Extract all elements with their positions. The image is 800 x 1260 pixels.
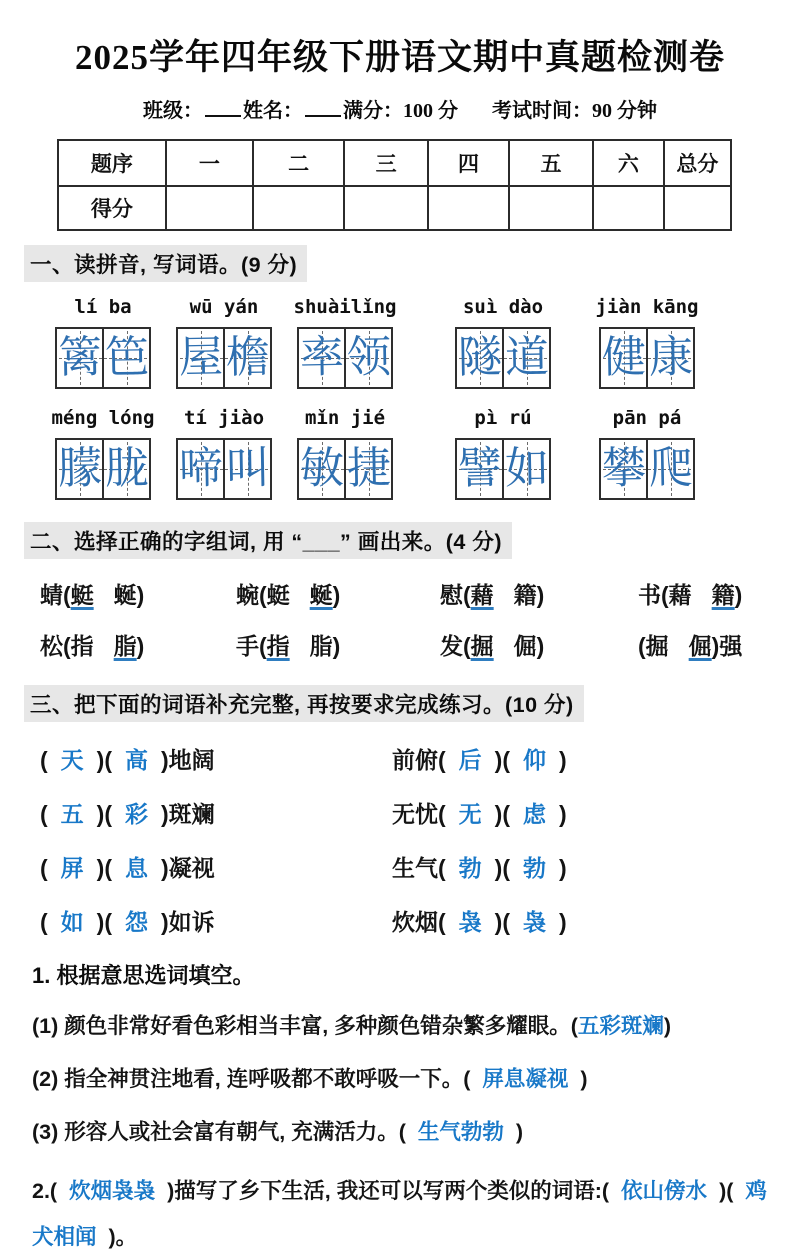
filled-answer: 屏: [60, 855, 84, 881]
filled-answer: 屏息凝视: [482, 1067, 569, 1091]
handwritten-char: 胧: [104, 442, 149, 495]
char-option[interactable]: 指: [266, 633, 290, 659]
filled-answer: 如: [60, 909, 84, 935]
pinyin-word-unit: [297, 407, 393, 500]
score-cell[interactable]: [509, 186, 593, 230]
handwritten-char: 领: [346, 331, 391, 384]
char-option[interactable]: 倔: [513, 633, 537, 659]
handwritten-char: 道: [504, 331, 549, 384]
score-cell[interactable]: [253, 186, 344, 230]
pinyin-label: mǐn jié: [304, 407, 386, 429]
handwritten-char: 叫: [225, 442, 270, 495]
section3-heading: 三、把下面的词语补充完整, 再按要求完成练习。(10 分): [24, 685, 584, 722]
pinyin-word-unit: [455, 296, 551, 389]
filled-answer: 高: [125, 747, 148, 773]
header-cell: 四: [428, 140, 509, 186]
char-option[interactable]: 脂: [113, 633, 137, 659]
char-option[interactable]: 蜒: [113, 582, 137, 608]
score-table: [57, 139, 732, 231]
choose-char-item: 蜿(蜓 蜒): [236, 577, 440, 610]
full-score-label: 满分：100 分: [343, 100, 458, 122]
header-cell: 二: [253, 140, 344, 186]
writing-box[interactable]: [297, 438, 393, 500]
handwritten-char: 朦: [57, 442, 102, 495]
filled-answer: 袅: [458, 909, 482, 935]
filled-answer: 虑: [523, 801, 546, 827]
class-blank-field[interactable]: [205, 97, 241, 117]
pinyin-word-unit: [55, 296, 151, 389]
handwritten-char: 爬: [648, 442, 693, 495]
char-option[interactable]: 蜒: [309, 582, 333, 608]
student-info-line: [0, 94, 800, 123]
char-option[interactable]: 倔: [688, 633, 712, 659]
choose-char-item: 松(指 脂): [40, 628, 236, 661]
filled-answer: 生气勃勃: [417, 1120, 504, 1144]
pinyin-word-unit: [176, 407, 272, 500]
writing-box[interactable]: [55, 438, 151, 500]
word-completion-item: 无忧( 无 )( 虑 ): [392, 801, 567, 827]
char-option[interactable]: 籍: [711, 582, 735, 608]
word-completion-item: ( 屏 )( 息 )凝视: [40, 855, 215, 881]
score-cell[interactable]: [428, 186, 509, 230]
header-cell: 五: [509, 140, 593, 186]
handwritten-char: 捷: [346, 442, 391, 495]
filled-answer: 彩: [125, 801, 148, 827]
filled-answer: 依山傍水: [621, 1179, 708, 1203]
writing-box[interactable]: [455, 327, 551, 389]
filled-answer: 炊烟袅袅: [69, 1179, 156, 1203]
word-completion-item: ( 如 )( 怨 )如诉: [40, 909, 215, 935]
pinyin-label: suì dào: [462, 296, 544, 318]
choose-char-item: 手(指 脂): [236, 628, 440, 661]
table-header-row: [58, 140, 731, 186]
page-title: 2025学年四年级下册语文期中真题检测卷: [74, 38, 725, 77]
header-cell: 一: [166, 140, 253, 186]
class-label: 班级：: [143, 100, 203, 122]
filled-answer: 五彩斑斓: [577, 1014, 664, 1038]
choose-char-row-2: [40, 628, 800, 661]
definition-item-1: (1) 颜色非常好看色彩相当丰富, 多种颜色错杂繁多耀眼。(五彩斑斓): [32, 1014, 672, 1038]
filled-answer: 天: [60, 747, 84, 773]
char-option[interactable]: 掘: [645, 633, 669, 659]
pinyin-label: pān pá: [612, 407, 682, 429]
pinyin-word-unit: [599, 407, 695, 500]
name-blank-field[interactable]: [305, 97, 341, 117]
handwritten-char: 隧: [457, 331, 502, 384]
header-cell: 六: [593, 140, 664, 186]
writing-box[interactable]: [297, 327, 393, 389]
handwritten-char: 如: [504, 442, 549, 495]
pinyin-word-unit: [51, 407, 155, 500]
filled-answer: 息: [125, 855, 148, 881]
handwritten-char: 屋: [178, 331, 223, 384]
pinyin-row-2: [51, 407, 800, 500]
word-completion-item: ( 五 )( 彩 )斑斓: [40, 801, 215, 827]
header-cell: 三: [344, 140, 428, 186]
pinyin-word-unit: [293, 296, 397, 389]
pinyin-word-unit: [455, 407, 551, 500]
handwritten-char: 攀: [601, 442, 646, 495]
writing-box[interactable]: [176, 438, 272, 500]
filled-answer: 无: [458, 801, 482, 827]
pinyin-label: wū yán: [189, 296, 259, 318]
char-option[interactable]: 蜓: [70, 582, 94, 608]
score-cell[interactable]: [664, 186, 731, 230]
char-option[interactable]: 掘: [470, 633, 494, 659]
filled-answer: 仰: [523, 747, 546, 773]
pinyin-label: shuàilǐng: [293, 296, 397, 318]
char-option[interactable]: 指: [70, 633, 94, 659]
pinyin-label: jiàn kāng: [595, 296, 699, 318]
char-option[interactable]: 蜓: [266, 582, 290, 608]
handwritten-char: 檐: [225, 331, 270, 384]
definition-item-2: (2) 指全神贯注地看, 连呼吸都不敢呼吸一下。( 屏息凝视 ): [32, 1067, 588, 1091]
question2-paragraph: 2.( 炊烟袅袅 )描写了乡下生活, 我还可以写两个类似的词语:( 依山傍水 )( 鸡犬相闻 )。: [32, 1179, 767, 1249]
writing-box[interactable]: [599, 327, 695, 389]
score-row-label: 得分: [58, 186, 166, 230]
char-option[interactable]: 藉: [470, 582, 494, 608]
section1-heading: 一、读拼音, 写词语。(9 分): [24, 245, 307, 282]
word-completion-item: 炊烟( 袅 )( 袅 ): [392, 909, 567, 935]
score-cell[interactable]: [593, 186, 664, 230]
filled-answer: 勃: [458, 855, 482, 881]
filled-answer: 勃: [523, 855, 546, 881]
word-completion-grid: [40, 742, 800, 937]
handwritten-char: 率: [299, 331, 344, 384]
pinyin-word-unit: [176, 296, 272, 389]
handwritten-char: 健: [601, 331, 646, 384]
handwritten-char: 篱: [57, 331, 102, 384]
pinyin-word-unit: [595, 296, 699, 389]
word-completion-item: ( 天 )( 高 )地阔: [40, 747, 215, 773]
word-completion-item: 生气( 勃 )( 勃 ): [392, 855, 567, 881]
pinyin-label: lí ba: [74, 296, 132, 318]
filled-answer: 怨: [125, 909, 148, 935]
writing-box[interactable]: [599, 438, 695, 500]
writing-box[interactable]: [55, 327, 151, 389]
question1-heading: 1. 根据意思选词填空。: [32, 963, 255, 988]
choose-char-item: 慰(藉 籍): [440, 577, 638, 610]
pinyin-label: tí jiào: [183, 407, 265, 429]
handwritten-char: 康: [648, 331, 693, 384]
score-cell[interactable]: [166, 186, 253, 230]
header-cell: 总分: [664, 140, 731, 186]
choose-char-item: 书(藉 籍): [638, 577, 800, 610]
pinyin-row-1: [55, 296, 800, 389]
choose-char-item: 蜻(蜓 蜒): [40, 577, 236, 610]
handwritten-char: 笆: [104, 331, 149, 384]
char-option[interactable]: 脂: [309, 633, 333, 659]
exam-time-label: 考试时间：90 分钟: [492, 100, 657, 122]
filled-answer: 袅: [523, 909, 546, 935]
word-completion-item: 前俯( 后 )( 仰 ): [392, 747, 567, 773]
filled-answer: 后: [458, 747, 482, 773]
filled-answer: 五: [60, 801, 84, 827]
section2-heading: 二、选择正确的字组词, 用 “___” 画出来。(4 分): [24, 522, 512, 559]
header-cell: 题序: [58, 140, 166, 186]
score-cell[interactable]: [344, 186, 428, 230]
handwritten-char: 啼: [178, 442, 223, 495]
pinyin-label: méng lóng: [51, 407, 155, 429]
handwritten-char: 譬: [457, 442, 502, 495]
handwritten-char: 敏: [299, 442, 344, 495]
pinyin-label: pì rú: [474, 407, 532, 429]
choose-char-row-1: [40, 577, 800, 610]
exam-paper: [0, 30, 800, 1249]
choose-char-item: 发(掘 倔): [440, 628, 638, 661]
filled-answer: 鸡犬相闻: [32, 1179, 767, 1249]
char-option[interactable]: 籍: [513, 582, 537, 608]
choose-char-item: (掘 倔)强: [638, 628, 800, 661]
writing-box[interactable]: [176, 327, 272, 389]
writing-box[interactable]: [455, 438, 551, 500]
char-option[interactable]: 藉: [668, 582, 692, 608]
score-row: [58, 186, 731, 230]
definition-item-3: (3) 形容人或社会富有朝气, 充满活力。( 生气勃勃 ): [32, 1120, 524, 1144]
name-label: 姓名：: [243, 100, 303, 122]
